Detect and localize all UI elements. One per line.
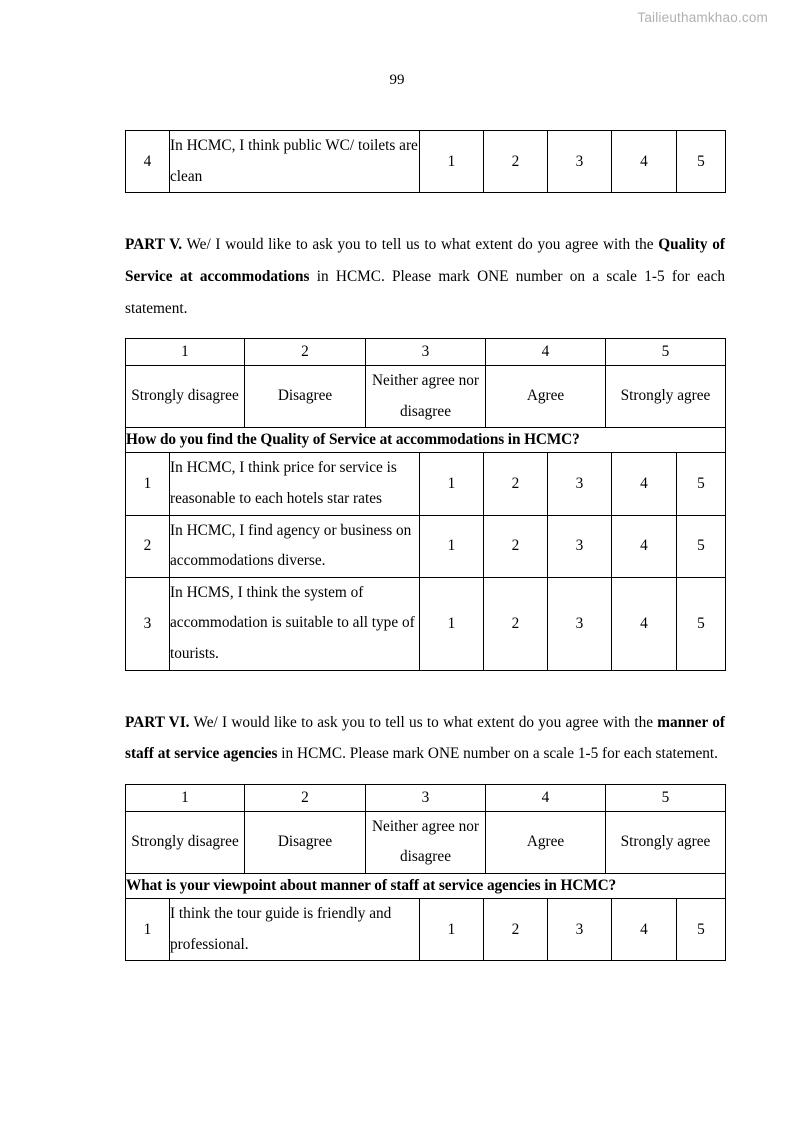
- rating-option-5[interactable]: 5: [677, 899, 726, 961]
- part-v-text-1: We/ I would like to ask you to tell us to what extent do you agree with the: [182, 236, 659, 254]
- scale-label-1: Strongly disagree: [126, 811, 245, 873]
- rating-option-1[interactable]: 1: [420, 899, 484, 961]
- table-row: [126, 577, 726, 670]
- part-vi-topic: manner of staff at service agencies: [125, 713, 725, 763]
- table-row: [126, 131, 726, 193]
- scale-label-5: Strongly agree: [606, 366, 726, 428]
- scale-number-3: 3: [366, 784, 486, 811]
- rating-option-2[interactable]: 2: [484, 515, 548, 577]
- rating-option-2[interactable]: 2: [484, 577, 548, 670]
- rating-option-5[interactable]: 5: [677, 577, 726, 670]
- rating-option-5[interactable]: 5: [677, 515, 726, 577]
- scale-number-5: 5: [606, 784, 726, 811]
- part-vi-text-1: We/ I would like to ask you to tell us to what extent do you agree with the: [189, 713, 658, 731]
- scale-number-2: 2: [245, 784, 366, 811]
- scale-label-4: Agree: [486, 366, 606, 428]
- scale-number-1: 1: [126, 784, 245, 811]
- part-v-text-2: in HCMC. Please mark ONE number on a scale 1-5 for each statement.: [125, 267, 726, 317]
- scale-number-5: 5: [606, 339, 726, 366]
- table-row: [126, 515, 726, 577]
- rating-option-1[interactable]: 1: [420, 577, 484, 670]
- part-vi-label: PART VI.: [125, 713, 190, 731]
- page-number: 99: [389, 72, 405, 88]
- watermark: Tailieuthamkhao.com: [637, 10, 768, 25]
- row-number: 1: [126, 899, 170, 961]
- table-row: [126, 899, 726, 961]
- rating-option-4[interactable]: 4: [612, 131, 677, 193]
- scale-label-row: [126, 366, 726, 428]
- row-number: 2: [126, 515, 170, 577]
- scale-number-4: 4: [486, 339, 606, 366]
- part-v-paragraph: [125, 229, 725, 324]
- rating-option-3[interactable]: 3: [548, 577, 612, 670]
- rating-option-5[interactable]: 5: [677, 453, 726, 515]
- rating-option-3[interactable]: 3: [548, 131, 612, 193]
- rating-option-1[interactable]: 1: [420, 515, 484, 577]
- row-statement: I think the tour guide is friendly and professional.: [170, 899, 420, 961]
- scale-label-3: Neither agree nor disagree: [366, 811, 486, 873]
- part-vi-scale-header-table: [125, 784, 726, 874]
- scale-number-4: 4: [486, 784, 606, 811]
- page-content: [125, 0, 725, 961]
- part-vi-statements-table: [125, 873, 726, 961]
- scale-label-3: Neither agree nor disagree: [366, 366, 486, 428]
- rating-option-4[interactable]: 4: [612, 515, 677, 577]
- rating-option-1[interactable]: 1: [420, 131, 484, 193]
- top-continuation-table: [125, 130, 726, 193]
- scale-number-2: 2: [245, 339, 366, 366]
- scale-label-1: Strongly disagree: [126, 366, 245, 428]
- rating-option-3[interactable]: 3: [548, 899, 612, 961]
- rating-option-4[interactable]: 4: [612, 453, 677, 515]
- scale-number-row: [126, 784, 726, 811]
- table-row: [126, 453, 726, 515]
- scale-number-1: 1: [126, 339, 245, 366]
- part-v-topic: Quality of Service at accommodations: [125, 236, 725, 285]
- scale-label-row: [126, 811, 726, 873]
- rating-option-1[interactable]: 1: [420, 453, 484, 515]
- rating-option-2[interactable]: 2: [484, 899, 548, 961]
- rating-option-3[interactable]: 3: [548, 453, 612, 515]
- part-v-label: PART V.: [125, 236, 183, 254]
- section-question-row: [126, 428, 726, 453]
- row-statement: In HCMS, I think the system of accommodation is suitable to all type of tourists.: [170, 577, 420, 670]
- rating-option-2[interactable]: 2: [484, 453, 548, 515]
- row-statement: In HCMC, I think public WC/ toilets are clean: [170, 131, 420, 193]
- part-vi-text-2: in HCMC. Please mark ONE number on a scale 1-5 for each statement.: [277, 745, 718, 763]
- rating-option-2[interactable]: 2: [484, 131, 548, 193]
- row-number: 1: [126, 453, 170, 515]
- row-number: 4: [126, 131, 170, 193]
- rating-option-4[interactable]: 4: [612, 577, 677, 670]
- rating-option-5[interactable]: 5: [677, 131, 726, 193]
- row-number: 3: [126, 577, 170, 670]
- part-vi-question-header: What is your viewpoint about manner of staff at service agencies in HCMC?: [126, 874, 726, 899]
- part-v-scale-header-table: [125, 338, 726, 428]
- scale-label-5: Strongly agree: [606, 811, 726, 873]
- part-vi-paragraph: [125, 707, 725, 770]
- rating-option-3[interactable]: 3: [548, 515, 612, 577]
- part-v-question-header: How do you find the Quality of Service at accommodations in HCMC?: [126, 428, 726, 453]
- scale-label-2: Disagree: [245, 811, 366, 873]
- scale-label-4: Agree: [486, 811, 606, 873]
- rating-option-4[interactable]: 4: [612, 899, 677, 961]
- row-statement: In HCMC, I think price for service is reasonable to each hotels star rates: [170, 453, 420, 515]
- scale-label-2: Disagree: [245, 366, 366, 428]
- scale-number-row: [126, 339, 726, 366]
- part-v-statements-table: [125, 427, 726, 670]
- section-question-row: [126, 874, 726, 899]
- scale-number-3: 3: [366, 339, 486, 366]
- row-statement: In HCMC, I find agency or business on accommodations diverse.: [170, 515, 420, 577]
